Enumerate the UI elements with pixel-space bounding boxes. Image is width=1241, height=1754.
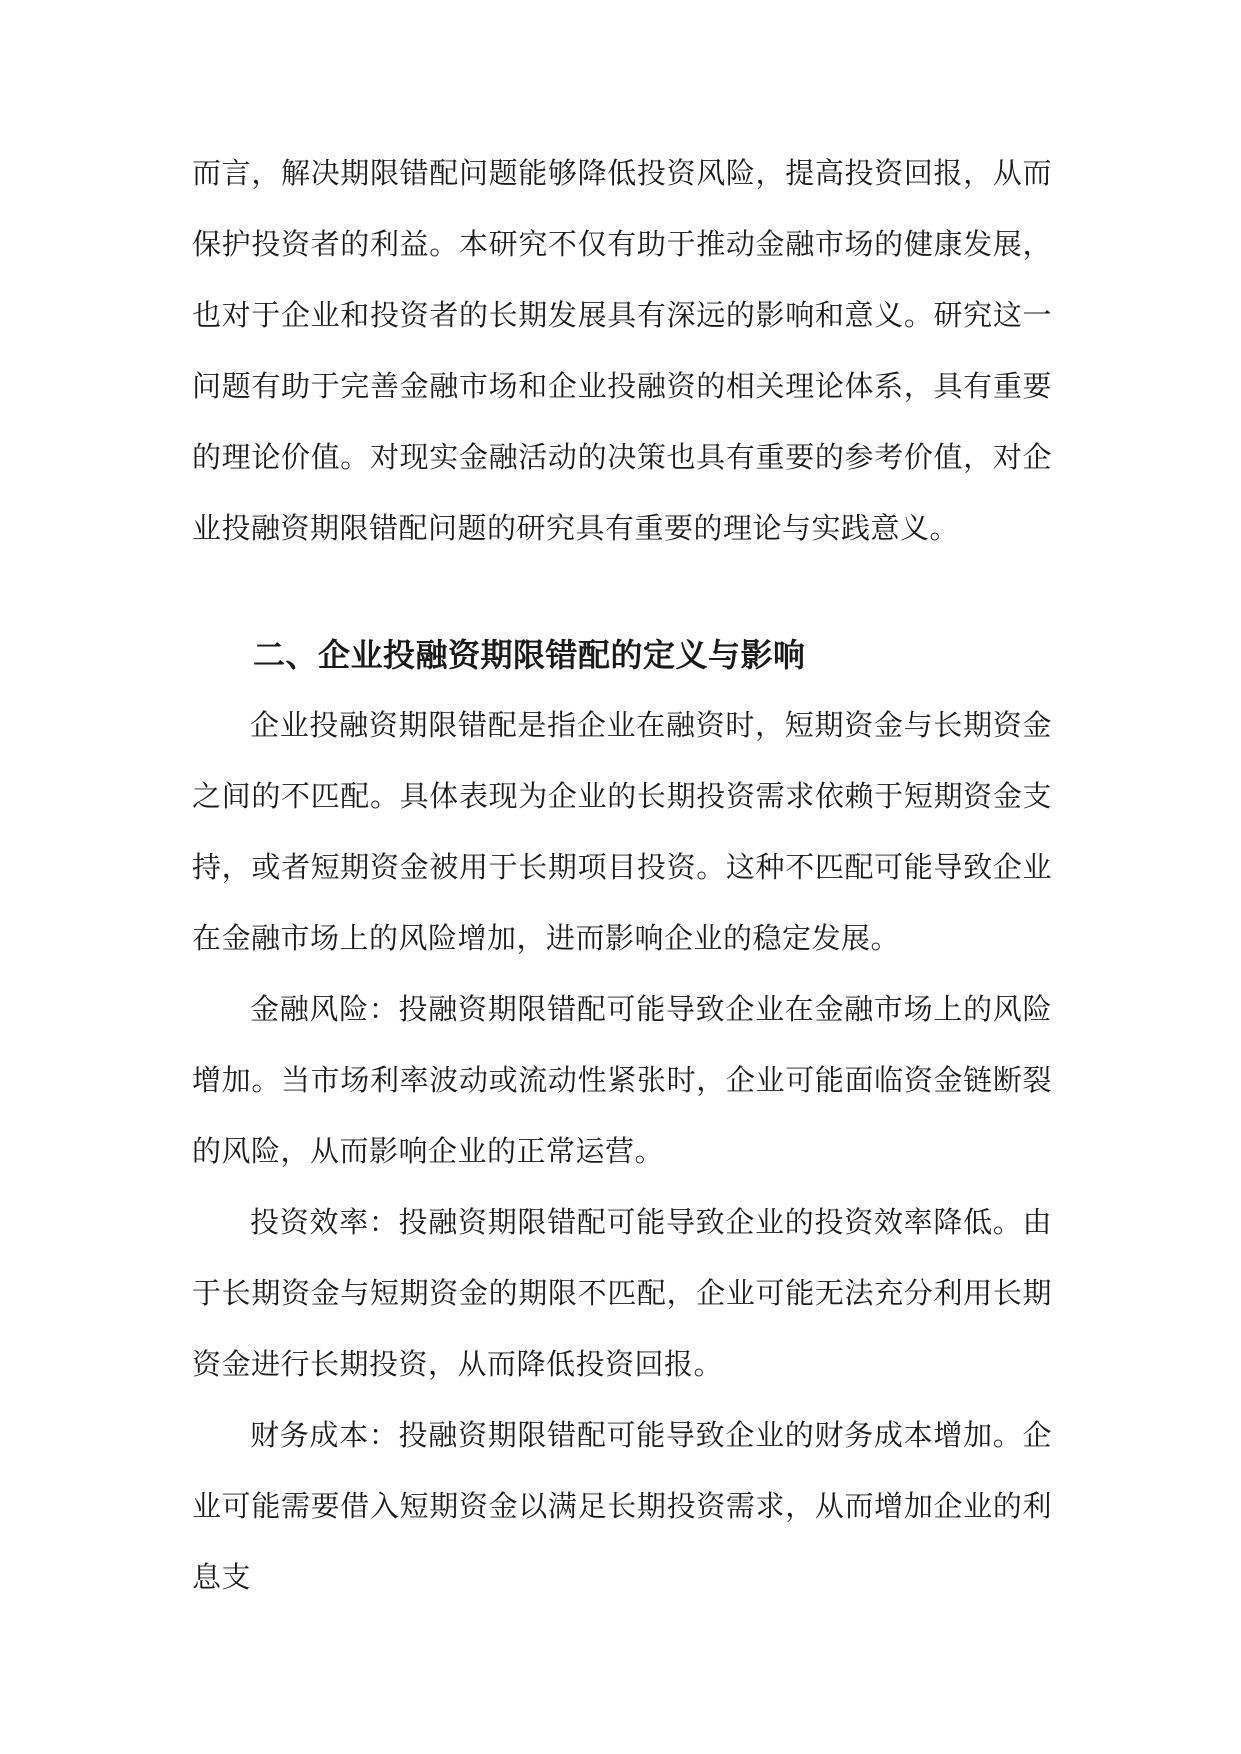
paragraph-definition: 企业投融资期限错配是指企业在融资时，短期资金与长期资金之间的不匹配。具体表现为企业的长期投资需求依赖于短期资金支持，或者短期资金被用于长期项目投资。这种不匹配可能导致企业在金融市场上的风险增加，进而影响企业的稳定发展。: [192, 708, 1052, 955]
paragraph-financial-risk: 金融风险：投融资期限错配可能导致企业在金融市场上的风险增加。当市场利率波动或流动性紧张时，企业可能面临资金链断裂的风险，从而影响企业的正常运营。: [192, 992, 1052, 1168]
paragraph-intro: 而言，解决期限错配问题能够降低投资风险，提高投资回报，从而保护投资者的利益。本研究不仅有助于推动金融市场的健康发展，也对于企业和投资者的长期发展具有深远的影响和意义。研究这一问题有助于完善金融市场和企业投融资的相关理论体系，具有重要的理论价值。对现实金融活动的决策也具有重要的参考价值，对企业投融资期限错配问题的研究具有重要的理论与实践意义。: [192, 156, 1052, 545]
intro-text-block: [192, 138, 1052, 564]
paragraph-financial-cost: 财务成本：投融资期限错配可能导致企业的财务成本增加。企业可能需要借入短期资金以满足长期投资需求，从而增加企业的利息支: [192, 1418, 1052, 1594]
paragraph-investment-efficiency: 投资效率：投融资期限错配可能导致企业的投资效率降低。由于长期资金与短期资金的期限不匹配，企业可能无法充分利用长期资金进行长期投资，从而降低投资回报。: [192, 1205, 1052, 1381]
section-heading: 二、企业投融资期限错配的定义与影响: [253, 636, 806, 674]
body-text-block: [192, 690, 1052, 1613]
